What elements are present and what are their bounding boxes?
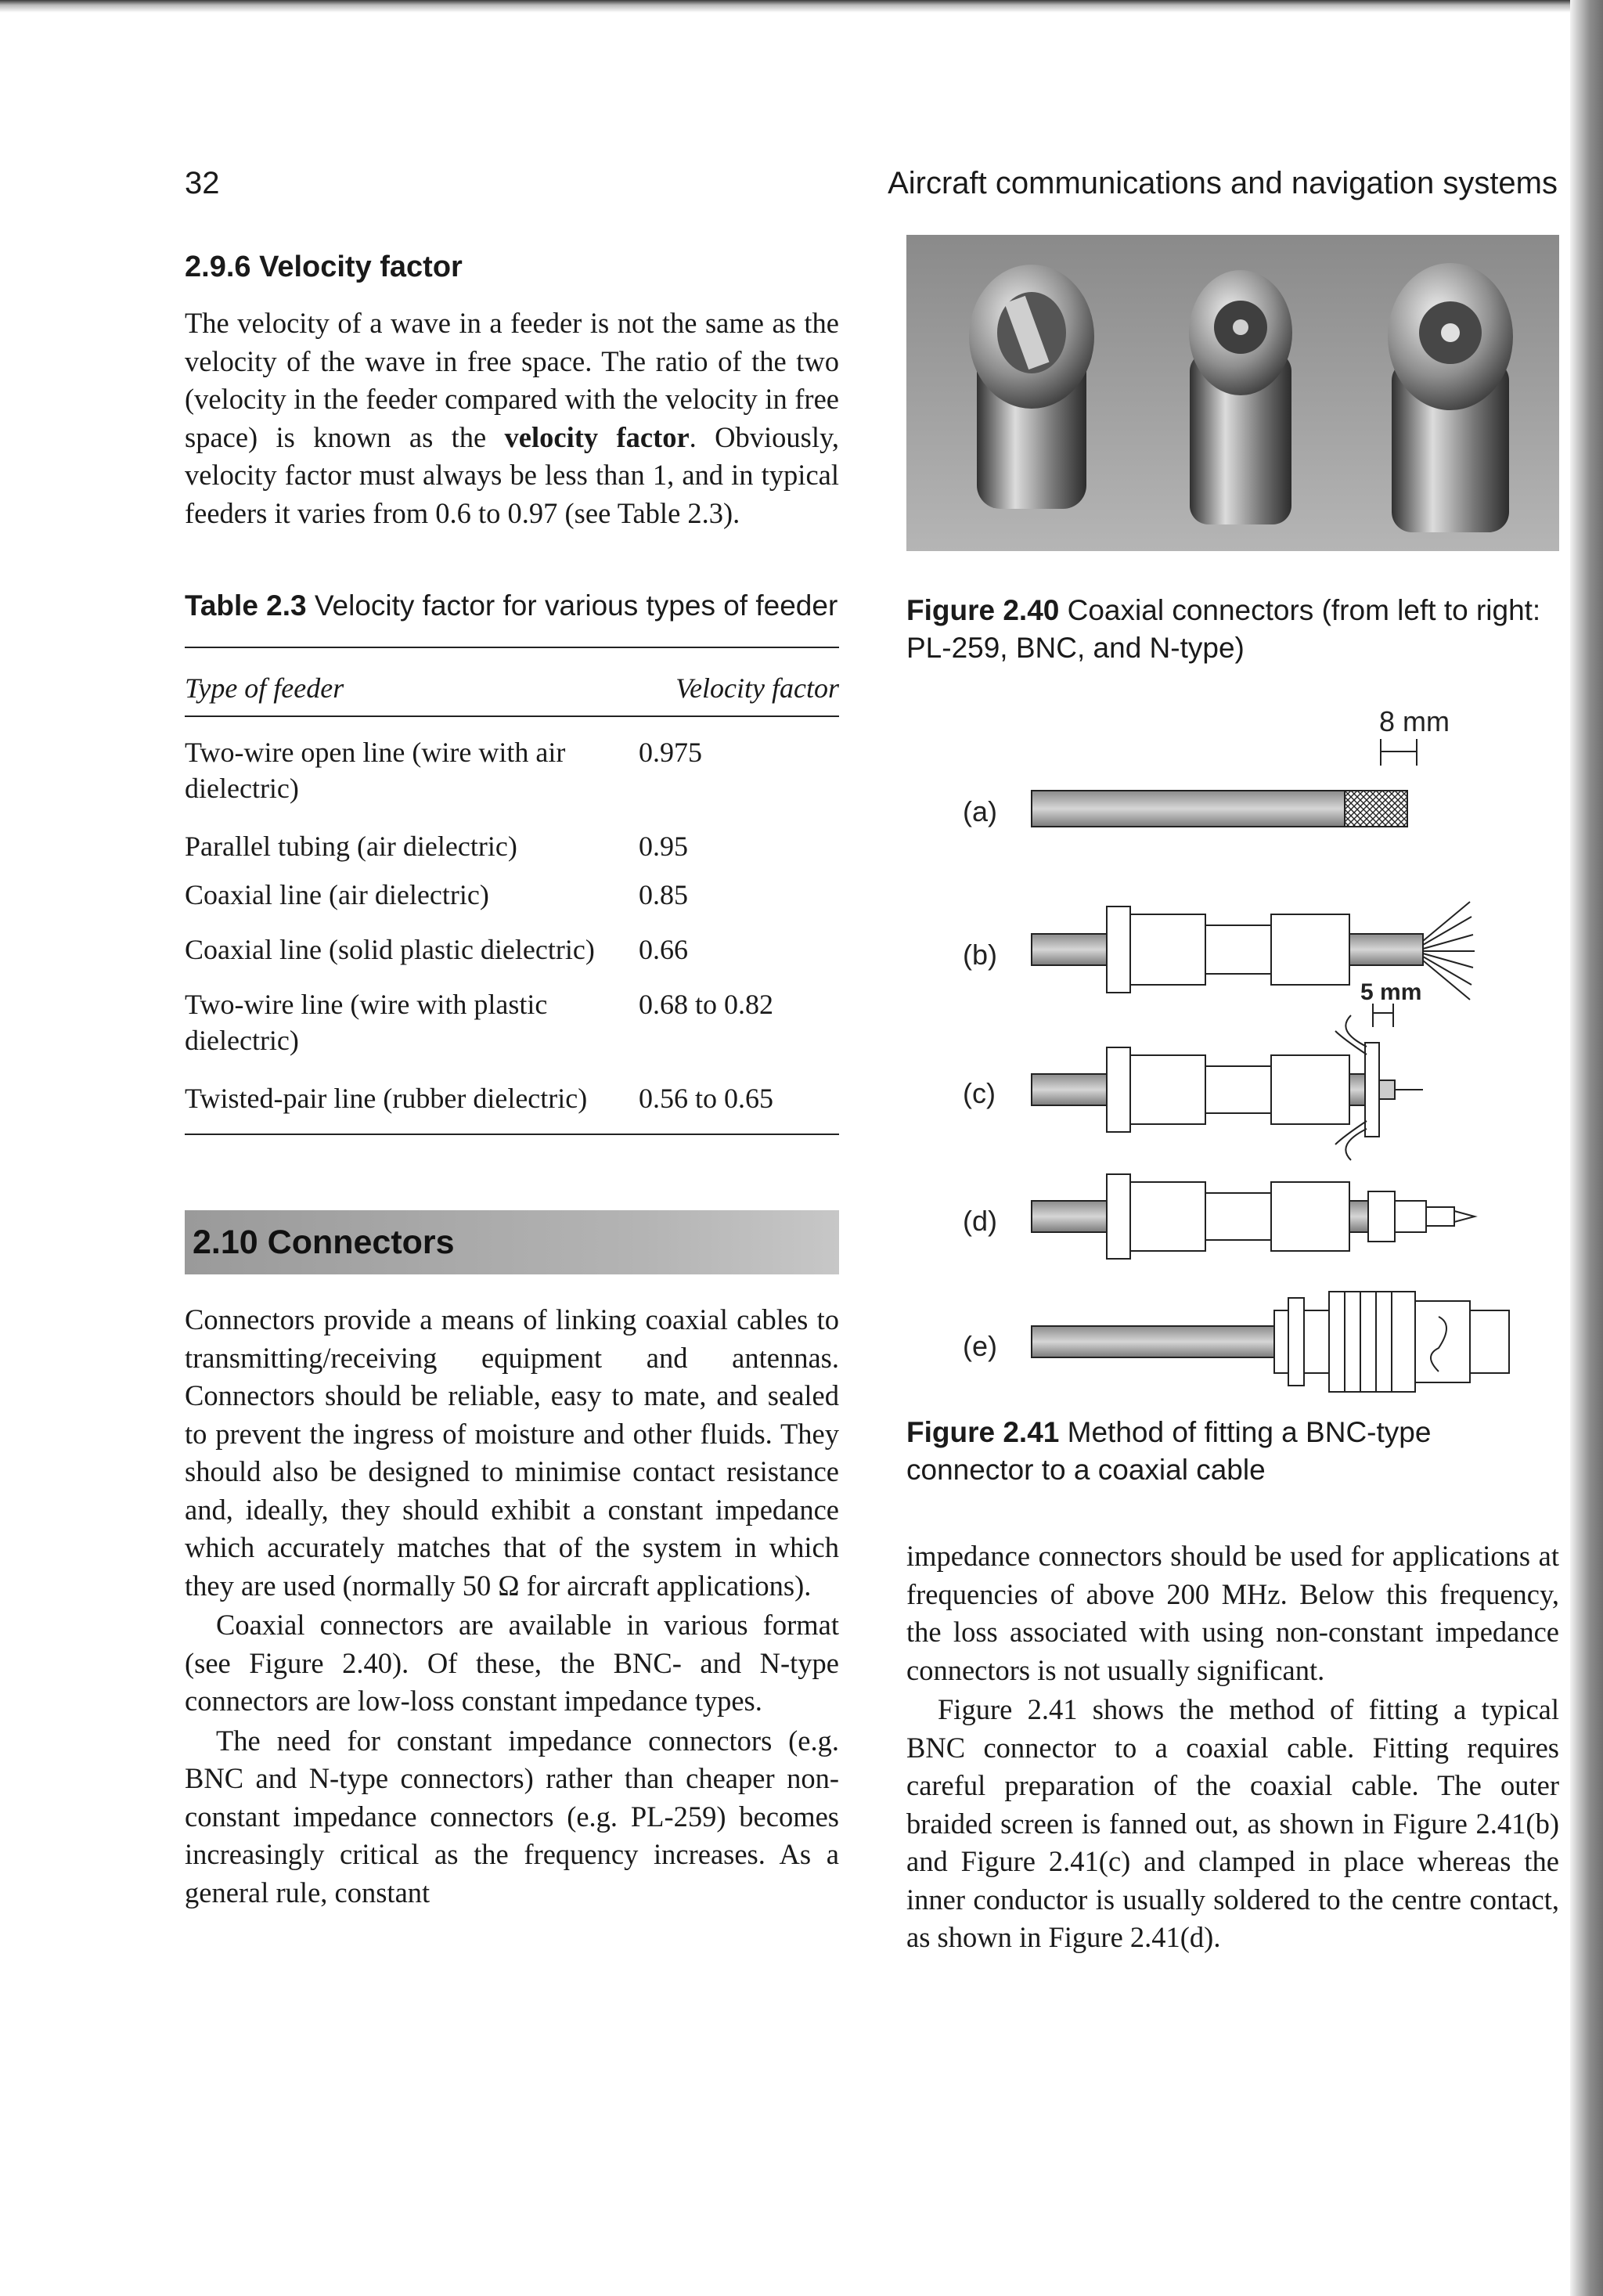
cell-velocity: 0.68 to 0.82 bbox=[639, 989, 774, 1020]
step-a-label: (a) bbox=[963, 795, 997, 827]
figure-label: Figure 2.41 bbox=[906, 1416, 1060, 1448]
column-header-type: Type of feeder bbox=[185, 672, 344, 704]
pl259-connector bbox=[969, 265, 1094, 509]
table-caption-text: Velocity factor for various types of feeder bbox=[306, 589, 838, 622]
cell-type: Two-wire line (wire with plastic dielectric) bbox=[185, 989, 548, 1056]
cell-type: Twisted-pair line (rubber dielectric) bbox=[185, 1083, 588, 1114]
bnc-fitting-diagram bbox=[906, 690, 1559, 1395]
table-body bbox=[185, 717, 839, 1134]
table-row bbox=[185, 975, 839, 1066]
step-c-cable bbox=[1032, 1004, 1423, 1160]
running-header: Aircraft communications and navigation systems bbox=[888, 166, 1558, 200]
cell-velocity: 0.95 bbox=[639, 831, 688, 862]
right-column-text bbox=[906, 1537, 1559, 1957]
table-row bbox=[185, 921, 839, 975]
table-row bbox=[185, 814, 839, 872]
left-column bbox=[185, 251, 839, 1912]
column-header-velocity: Velocity factor bbox=[675, 672, 839, 704]
connectors-paragraph-1: Connectors provide a means of linking coaxial cables to transmitting/receiving equipment and antennas. Connectors should be reliable, easy to mate, and sealed to prevent the ingress of moisture and other fluids. They should also be designed to minimise contact resistance and, ideally, they should exhibit a constant impedance which accurately matches that of the system in which they are used (normally 50 Ω for aircraft applications). bbox=[185, 1303, 839, 1602]
n-type-connector bbox=[1388, 263, 1513, 532]
section-heading-band bbox=[185, 1210, 839, 1274]
cell-type: Coaxial line (air dielectric) bbox=[185, 879, 489, 910]
table-row bbox=[185, 717, 839, 814]
connectors-paragraph-2: Coaxial connectors are available in various format (see Figure 2.40). Of these, the BNC- and N-type connectors are low-loss constant impedance types. bbox=[185, 1609, 839, 1717]
cell-velocity: 0.66 bbox=[639, 934, 688, 965]
figure-caption-text: Coaxial connectors (from left to right: PL-259, BNC, and N-type) bbox=[906, 594, 1541, 664]
right-column bbox=[906, 235, 1559, 1957]
step-c-label: (c) bbox=[963, 1077, 996, 1109]
text-span: . Obviously, velocity factor must always be less than 1, and in typical feeders it varies from 0.6 to 0.97 (see Table 2.3). bbox=[185, 420, 839, 529]
term-velocity-factor: velocity factor bbox=[504, 420, 690, 453]
cell-velocity: 0.975 bbox=[639, 737, 702, 768]
cell-type: Coaxial line (solid plastic dielectric) bbox=[185, 934, 595, 965]
cell-velocity: 0.56 to 0.65 bbox=[639, 1083, 774, 1114]
text-span: The velocity of a wave in a feeder is not the same as the velocity of the wave in free space. The ratio of the two (velocity in the feeder compared with the velocity in free space) is known as the bbox=[185, 307, 839, 453]
table-header-row bbox=[185, 648, 839, 717]
right-paragraph-2: Figure 2.41 shows the method of fitting a typical BNC connector to a coaxial cable. Fitting requires careful preparation of the coaxial cable. The outer braided screen is fanned out, as shown in Figure 2.41(b) and Figure 2.41(c) and clamped in place whereas the inner conductor is usually soldered to the centre contact, as shown in Figure 2.41(d). bbox=[906, 1693, 1559, 1953]
binding-shadow bbox=[1570, 0, 1603, 2296]
step-e-assembled bbox=[1032, 1292, 1509, 1392]
bnc-connector bbox=[1189, 270, 1292, 524]
step-a-cable bbox=[1032, 739, 1417, 827]
page-number: 32 bbox=[185, 166, 220, 200]
right-paragraph-1: impedance connectors should be used for applications at frequencies of above 200 MHz. Below this frequency, the loss associated with using non-constant impedance connectors is not usually significant. bbox=[906, 1540, 1559, 1686]
velocity-factor-paragraph bbox=[185, 305, 839, 532]
step-d-cable bbox=[1032, 1174, 1475, 1259]
step-e-label: (e) bbox=[963, 1330, 997, 1362]
figure-241-caption bbox=[906, 1414, 1559, 1489]
figure-240-caption bbox=[906, 592, 1559, 667]
section-heading-velocity-factor: 2.9.6 Velocity factor bbox=[185, 251, 463, 283]
step-d-label: (d) bbox=[963, 1205, 997, 1237]
connectors-photo bbox=[906, 235, 1559, 551]
page-top-edge bbox=[0, 0, 1603, 13]
connectors-paragraph-3: The need for constant impedance connectors (e.g. BNC and N-type connectors) rather than cheaper non-constant impedance connectors (e.g. PL-259) becomes increasingly critical as the frequency increases. As a general rule, constant bbox=[185, 1724, 839, 1909]
table-caption bbox=[185, 587, 839, 625]
step-b-label: (b) bbox=[963, 939, 997, 971]
cell-velocity: 0.85 bbox=[639, 879, 688, 910]
table-label: Table 2.3 bbox=[185, 589, 307, 622]
cell-type: Two-wire open line (wire with air dielectric) bbox=[185, 737, 566, 804]
velocity-factor-table bbox=[185, 647, 839, 1135]
table-row bbox=[185, 1066, 839, 1134]
section-heading-connectors: 2.10 Connectors bbox=[193, 1223, 455, 1261]
cell-type: Parallel tubing (air dielectric) bbox=[185, 831, 517, 862]
dimension-5mm-label: 5 mm bbox=[1360, 979, 1422, 1005]
connectors-text bbox=[185, 1301, 839, 1912]
dimension-8mm-label: 8 mm bbox=[1379, 705, 1450, 737]
table-row bbox=[185, 872, 839, 921]
figure-caption-text: Method of fitting a BNC-type connector to a coaxial cable bbox=[906, 1416, 1432, 1486]
figure-label: Figure 2.40 bbox=[906, 594, 1060, 626]
